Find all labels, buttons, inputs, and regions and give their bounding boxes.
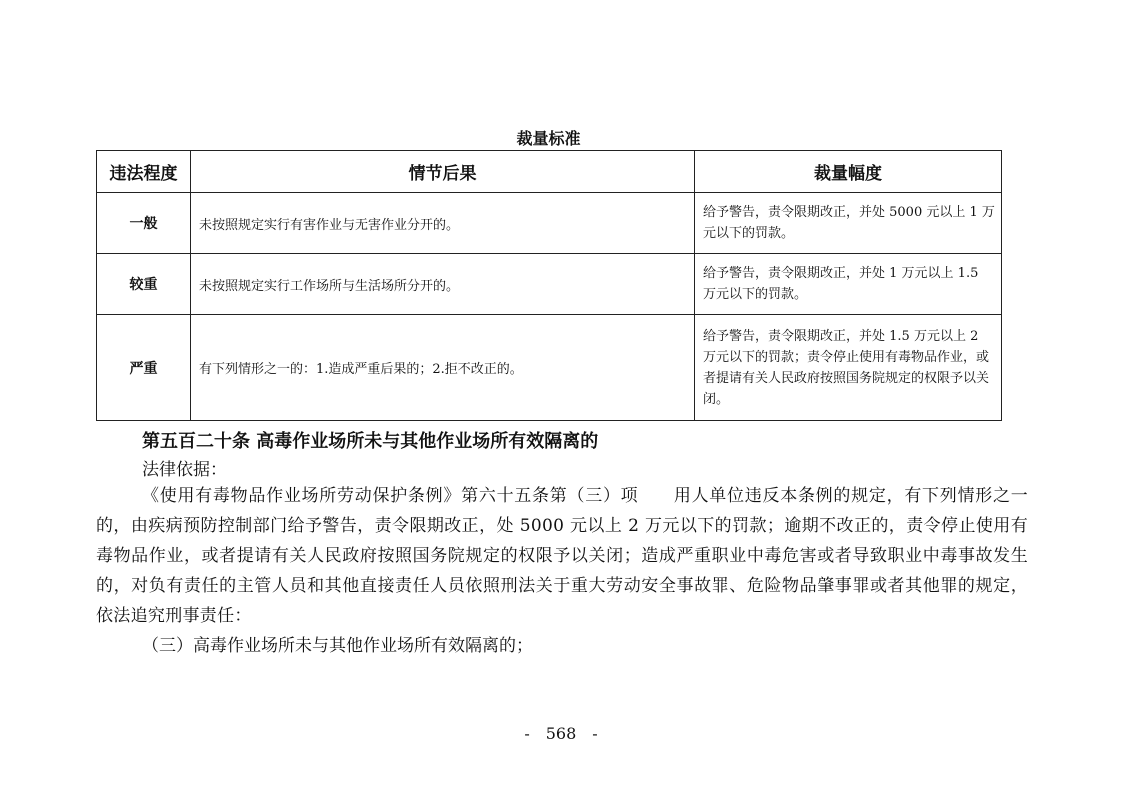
discretion-standard-table <box>96 150 1002 421</box>
table-header-row <box>97 151 1002 193</box>
consequence-cell: 未按照规定实行有害作业与无害作业分开的。 <box>191 193 695 254</box>
header-violation-degree: 违法程度 <box>97 151 191 193</box>
table-caption: 裁量标准 <box>516 129 581 148</box>
consequence-cell: 有下列情形之一的：1.造成严重后果的；2.拒不改正的。 <box>191 315 695 421</box>
penalty-cell: 给予警告，责令限期改正，并处 5000 元以上 1 万元以下的罚款。 <box>695 193 1002 254</box>
consequence-cell: 未按照规定实行工作场所与生活场所分开的。 <box>191 254 695 315</box>
penalty-cell: 给予警告，责令限期改正，并处 1 万元以上 1.5 万元以下的罚款。 <box>695 254 1002 315</box>
legal-basis-label: 法律依据： <box>142 460 227 480</box>
table-row <box>97 193 1002 254</box>
level-cell: 严重 <box>97 315 191 421</box>
article-title: 第五百二十条 高毒作业场所未与其他作业场所有效隔离的 <box>142 431 599 452</box>
level-cell: 较重 <box>97 254 191 315</box>
penalty-cell: 给予警告，责令限期改正，并处 1.5 万元以上 2 万元以下的罚款；责令停止使用有毒物品作业，或者提请有关人民政府按照国务院规定的权限予以关闭。 <box>695 315 1002 421</box>
legal-basis-paragraph: 《使用有毒物品作业场所劳动保护条例》第六十五条第（三）项 用人单位违反本条例的规定，有下列情形之一的，由疾病预防控制部门给予警告，责令限期改正，处 5000 元以上 2 万元以下的罚款；逾期不改正的，责令停止使用有毒物品作业，或者提请有关人民政府按照国务院规定的权限予以关闭；造成严重职业中毒危害或者导致职业中毒事故发生的，对负有责任的主管人员和其他直接责任人员依照刑法关于重大劳动安全事故罪、危险物品肇事罪或者其他罪的规定，依法追究刑事责任： <box>96 486 1028 626</box>
legal-basis-item: （三）高毒作业场所未与其他作业场所有效隔离的； <box>142 636 533 656</box>
table-row <box>97 315 1002 421</box>
table-row <box>97 254 1002 315</box>
page-number: - 568 - <box>524 724 598 743</box>
header-penalty-range: 裁量幅度 <box>695 151 1002 193</box>
header-circumstances: 情节后果 <box>191 151 695 193</box>
level-cell: 一般 <box>97 193 191 254</box>
